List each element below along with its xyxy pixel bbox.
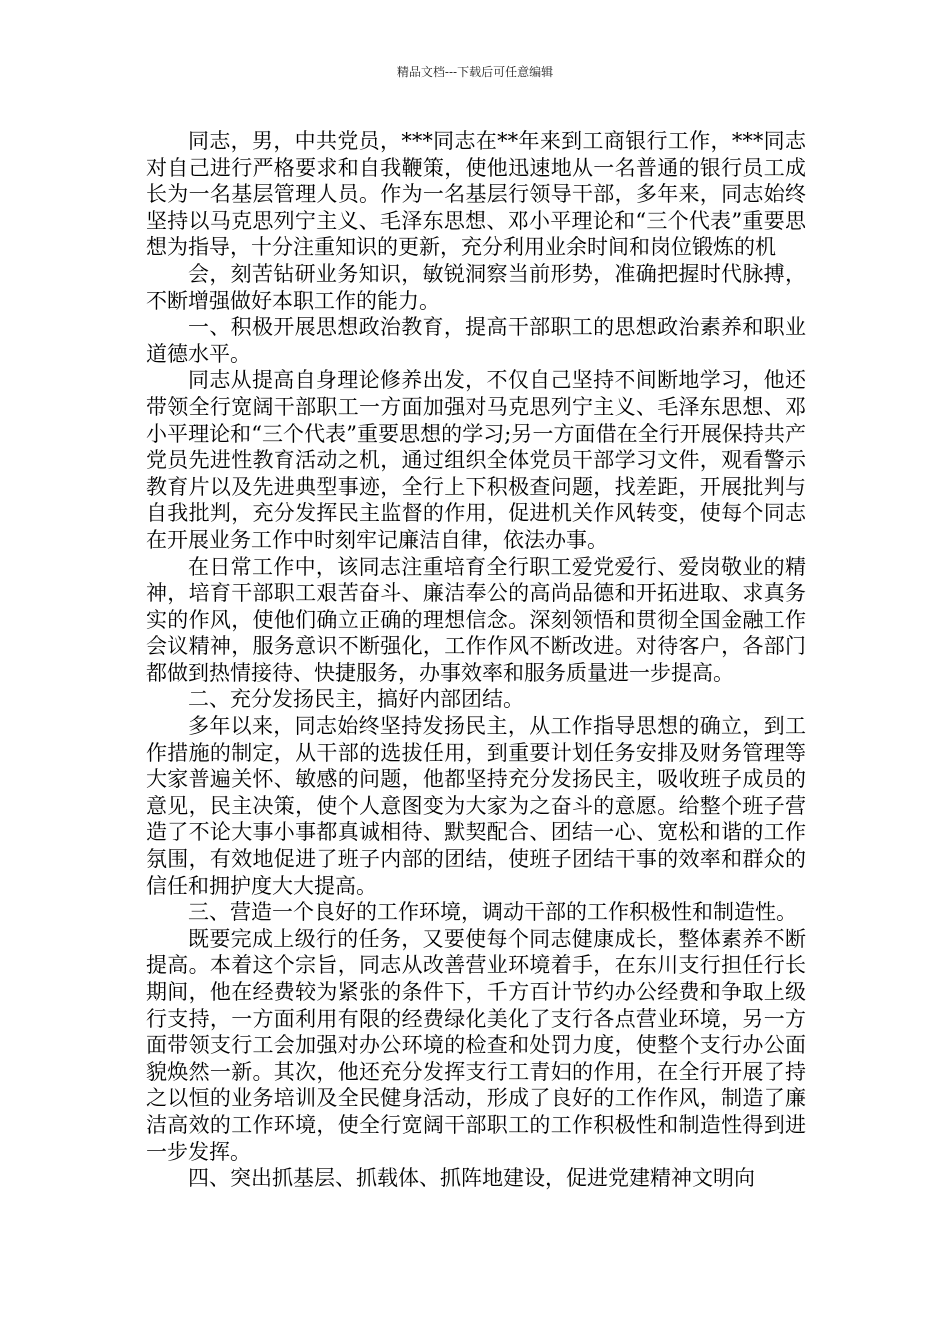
- page-header: 精品文档---下载后可任意编辑: [396, 65, 554, 79]
- section-heading-2: 二、充分发扬民主，搞好内部团结。: [188, 687, 524, 712]
- paragraph-3: 同志从提高自身理论修养出发，不仅自己坚持不间断地学习，他还带领全行宽阔干部职工一方面加强对马克思列宁主义、毛泽东思想、邓小平理论和“三个代表”重要思想的学习;另一方面借在全行开展保持共产党员先进性教育活动之机，通过组织全体党员干部学习文件，观看警示教育片以及先进典型事迹，全行上下积极查问题，找差距，开展批判与自我批判，充分发挥民主监督的作用，促进机关作风转变，使每个同志在开展业务工作中时刻牢记廉洁自律，依法办事。: [146, 368, 806, 552]
- paragraph-6: 既要完成上级行的任务，又要使每个同志健康成长，整体素养不断提高。本着这个宗旨，同志从改善营业环境着手，在东川支行担任行长期间，他在经费较为紧张的条件下，千方百计节约办公经费和争取上级行支持，一方面利用有限的经费绿化美化了支行各点营业环境，另一方面带领支行工会加强对办公环境的检查和处罚力度，使整个支行办公面貌焕然一新。其次，他还充分发挥支行工青妇的作用，在全行开展了持之以恒的业务培训及全民健身活动，形成了良好的工作作风，制造了廉洁高效的工作环境，使全行宽阔干部职工的工作积极性和制造性得到进一步发挥。: [146, 926, 806, 1164]
- paragraph-5: 多年以来，同志始终坚持发扬民主，从工作指导思想的确立，到工作措施的制定，从干部的选拔任用，到重要计划任务安排及财务管理等大家普遍关怀、敏感的问题，他都坚持充分发扬民主，吸收班子成员的意见，民主决策，使个人意图变为大家为之奋斗的意愿。给整个班子营造了不论大事小事都真诚相待、默契配合、团结一心、宽松和谐的工作氛围，有效地促进了班子内部的团结，使班子团结干事的效率和群众的信任和拥护度大大提高。: [146, 714, 806, 898]
- paragraph-2: 会，刻苦钻研业务知识，敏锐洞察当前形势，准确把握时代脉搏，不断增强做好本职工作的能力。: [146, 261, 806, 313]
- section-heading-3: 三、营造一个良好的工作环境，调动干部的工作积极性和制造性。: [188, 900, 797, 925]
- document-body: [146, 128, 806, 1192]
- paragraph-1: 同志，男，中共党员，***同志在**年来到工商银行工作，***同志对自己进行严格要求和自我鞭策，使他迅速地从一名普通的银行员工成长为一名基层管理人员。作为一名基层行领导干部，多年来，同志始终坚持以马克思列宁主义、毛泽东思想、邓小平理论和“三个代表”重要思想为指导，十分注重知识的更新，充分利用业余时间和岗位锻炼的机: [146, 129, 806, 260]
- section-heading-1: 一、积极开展思想政治教育，提高干部职工的思想政治素养和职业道德水平。: [146, 315, 806, 366]
- paragraph-4: 在日常工作中，该同志注重培育全行职工爱党爱行、爱岗敬业的精神，培育干部职工艰苦奋斗、廉洁奉公的高尚品德和开拓进取、求真务实的作风，使他们确立正确的理想信念。深刻领悟和贯彻全国金融工作会议精神，服务意识不断强化，工作作风不断改进。对待客户，各部门都做到热情接待、快捷服务，办事效率和服务质量进一步提高。: [146, 554, 806, 685]
- section-heading-4: 四、突出抓基层、抓载体、抓阵地建设，促进党建精神文明向: [188, 1166, 755, 1191]
